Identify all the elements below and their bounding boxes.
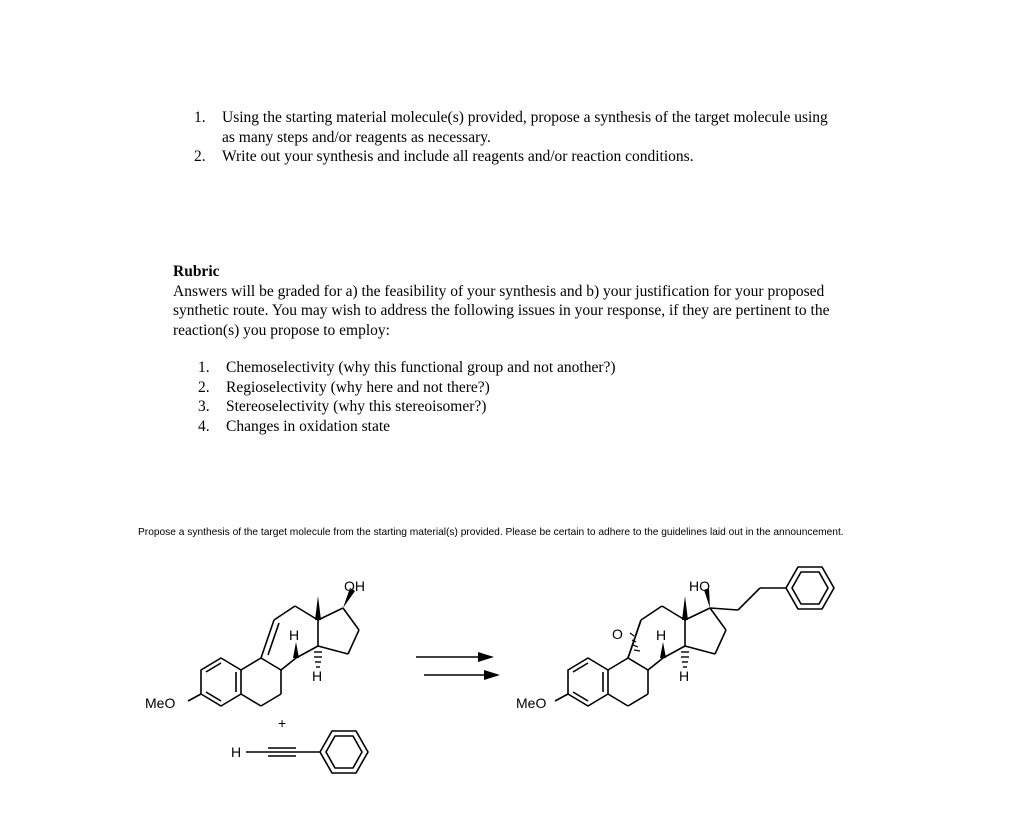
target-epoxide-o-label: O (612, 626, 623, 642)
plus-sign: + (278, 715, 287, 731)
rubric-item-number: 4. (198, 417, 210, 435)
rubric-item-text: Regioselectivity (why here and not there?) (226, 378, 490, 396)
instruction-number: 2. (194, 148, 206, 165)
start-h-label-low: H (312, 668, 323, 684)
instruction-text: Using the starting material molecule(s) provided, propose a synthesis of the target molecule using as many steps and/or reagents as necessary. (222, 109, 828, 146)
synthesis-prompt: Propose a synthesis of the target molecule from the starting material(s) provided. Please be certain to adhere to the guidelines laid out in the announcement. (138, 527, 844, 538)
start-oh-label: OH (344, 578, 365, 594)
rubric-item-text: Stereoselectivity (why this stereoisomer?) (226, 398, 487, 415)
rubric-description: Answers will be graded for a) the feasibility of your synthesis and b) your justification for your proposed synthetic route. You may wish to address the following issues in your response, if they are pertinent to the reaction(s) you propose to employ: (173, 282, 830, 339)
rubric-item-text: Chemoselectivity (why this functional group and not another?) (226, 359, 616, 376)
rubric-item-number: 3. (198, 398, 210, 415)
phenylacetylene-structure (246, 731, 368, 773)
rubric-item-text: Changes in oxidation state (226, 417, 391, 435)
target-ho-label: HO (689, 578, 710, 594)
instruction-text: Write out your synthesis and include all reagents and/or reaction conditions. (222, 148, 694, 165)
start-h-label-mid: H (289, 627, 300, 643)
start-meo-label: MeO (145, 695, 176, 711)
target-h-label-low: H (679, 668, 690, 684)
alkyne-h-label: H (231, 744, 242, 760)
target-h-label-mid: H (656, 627, 667, 643)
target-meo-label: MeO (516, 695, 547, 711)
rubric-title: Rubric (173, 263, 220, 280)
rubric-item-number: 1. (198, 359, 210, 376)
rubric-item-number: 2. (198, 378, 210, 396)
instruction-number: 1. (194, 109, 206, 126)
starting-material-structure (188, 606, 359, 706)
